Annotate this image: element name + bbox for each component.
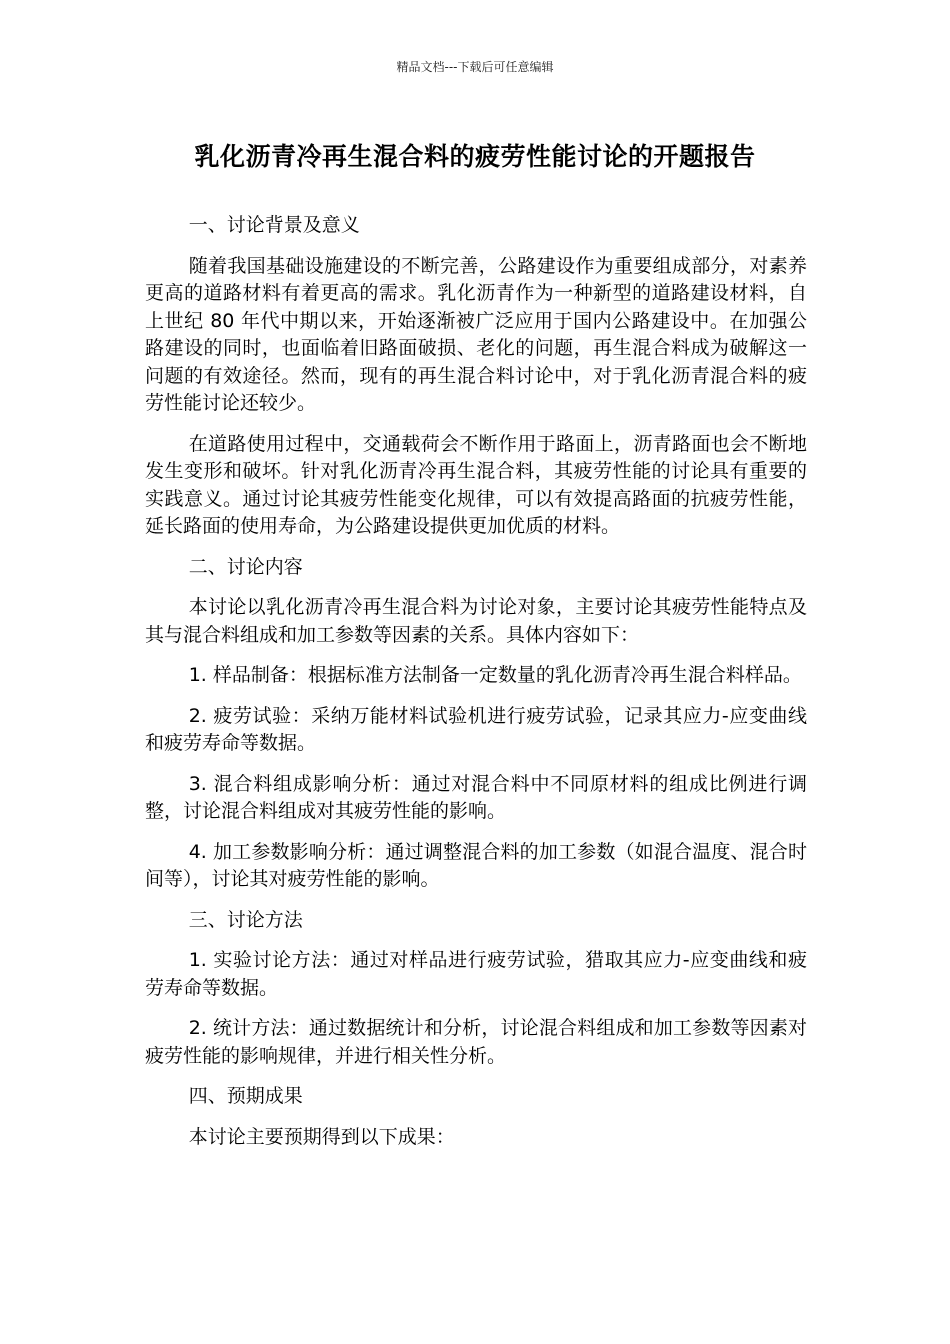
list-item-statistical-method: 2. 统计方法：通过数据统计和分析，讨论混合料组成和加工参数等因素对疲劳性能的影响规律，并进行相关性分析。: [145, 1017, 807, 1067]
paragraph-background-1: 随着我国基础设施建设的不断完善，公路建设作为重要组成部分，对素养更高的道路材料有着更高的需求。乳化沥青作为一种新型的道路建设材料，自上世纪 80 年代中期以来，开始逐渐被广泛应用于国内公路建设中。在加强公路建设的同时，也面临着旧路面破损、老化的问题，再生混合料成为破解这一问题的有效途径。然而，现有的再生混合料讨论中，对于乳化沥青混合料的疲劳性能讨论还较少。: [145, 254, 807, 414]
list-item-composition-analysis: 3. 混合料组成影响分析：通过对混合料中不同原材料的组成比例进行调整，讨论混合料组成对其疲劳性能的影响。: [145, 772, 807, 822]
list-item-fatigue-test: 2. 疲劳试验：采纳万能材料试验机进行疲劳试验，记录其应力-应变曲线和疲劳寿命等数据。: [145, 704, 807, 754]
list-item-sample-prep: 1. 样品制备：根据标准方法制备一定数量的乳化沥青冷再生混合料样品。: [188, 664, 802, 686]
header-note: 精品文档---下载后可任意编辑: [396, 60, 554, 74]
document-title: 乳化沥青冷再生混合料的疲劳性能讨论的开题报告: [194, 142, 756, 171]
document-body: [145, 212, 807, 1164]
section-heading-content: 二、讨论内容: [188, 555, 303, 578]
section-heading-outcomes: 四、预期成果: [188, 1085, 303, 1107]
paragraph-content-intro: 本讨论以乳化沥青冷再生混合料为讨论对象，主要讨论其疲劳性能特点及其与混合料组成和加工参数等因素的关系。具体内容如下：: [145, 596, 807, 646]
paragraph-outcomes-intro: 本讨论主要预期得到以下成果：: [188, 1125, 455, 1148]
list-item-process-analysis: 4. 加工参数影响分析：通过调整混合料的加工参数（如混合温度、混合时间等），讨论其对疲劳性能的影响。: [145, 840, 807, 890]
paragraph-background-2: 在道路使用过程中，交通载荷会不断作用于路面上，沥青路面也会不断地发生变形和破坏。针对乳化沥青冷再生混合料，其疲劳性能的讨论具有重要的实践意义。通过讨论其疲劳性能变化规律，可以有效提高路面的抗疲劳性能，延长路面的使用寿命，为公路建设提供更加优质的材料。: [145, 432, 807, 537]
section-heading-background: 一、讨论背景及意义: [188, 214, 360, 236]
list-item-experimental-method: 1. 实验讨论方法：通过对样品进行疲劳试验，猎取其应力-应变曲线和疲劳寿命等数据。: [145, 949, 807, 999]
section-heading-methods: 三、讨论方法: [188, 908, 303, 931]
